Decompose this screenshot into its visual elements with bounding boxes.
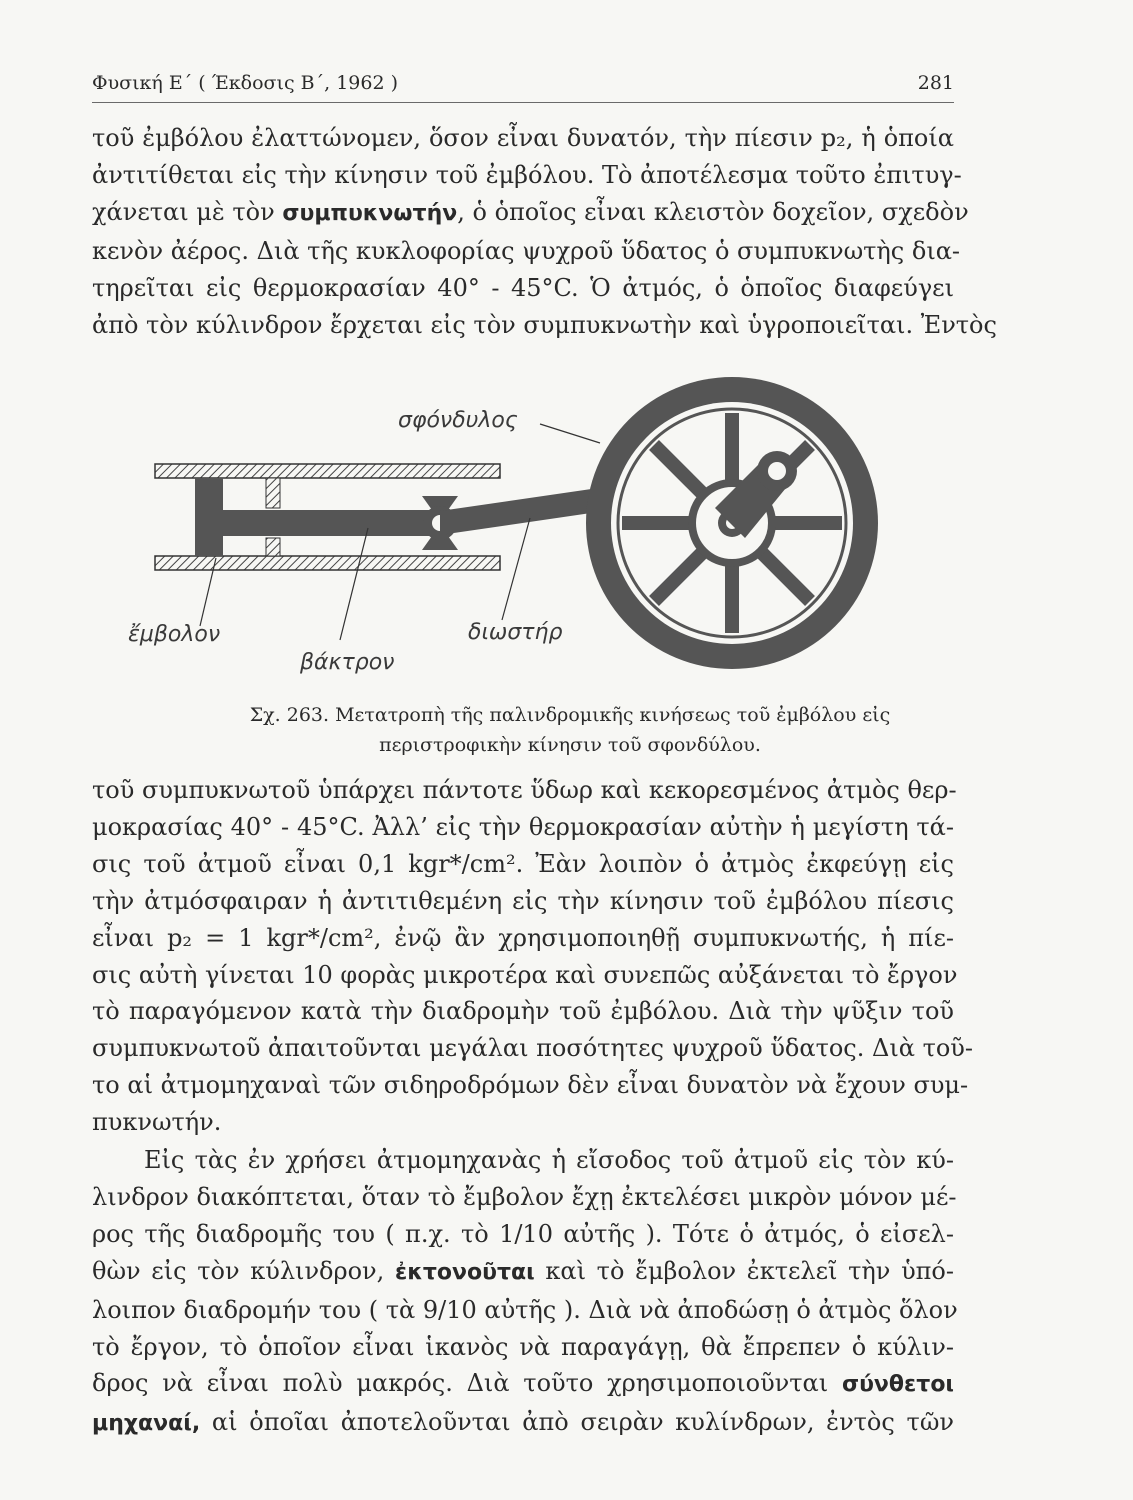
text-line: εἶναι p₂ = 1 kgr*/cm², ἐνῷ ἂν χρησιμοποιηθῇ συμπυκνωτής, ἡ πίε-	[92, 923, 954, 952]
text-line	[92, 1253, 954, 1292]
text-line: συμπυκνωτοῦ ἀπαιτοῦνται μεγάλαι ποσότητες ψυχροῦ ὕδατος. Διὰ τοῦ-	[92, 1034, 974, 1063]
text-span: θὼν εἰς τὸν κύλινδρον,	[92, 1256, 385, 1285]
text-line: τὸ παραγόμενον κατὰ τὴν διαδρομὴν τοῦ ἐμβόλου. Διὰ τὴν ψῦξιν τοῦ	[92, 997, 954, 1026]
text-line: λινδρον διακόπτεται, ὅταν τὸ ἔμβολον ἔχῃ ἐκτελέσει μικρὸν μόνον μέ-	[92, 1182, 957, 1211]
page-number: 281	[917, 72, 954, 94]
text-line: σις τοῦ ἀτμοῦ εἶναι 0,1 kgr*/cm². Ἐὰν λοιπὸν ὁ ἀτμὸς ἐκφεύγῃ εἰς	[92, 849, 954, 878]
figure-caption	[160, 700, 980, 760]
text-line: λοιπον διαδρομήν του ( τὰ 9/10 αὐτῆς ). Διὰ νὰ ἀποδώσῃ ὁ ἀτμὸς ὅλον	[92, 1295, 958, 1324]
bold-term: ἐκτονοῦται	[394, 1259, 535, 1285]
text-line: ἀντιτίθεται εἰς τὴν κίνησιν τοῦ ἐμβόλου. Τὸ ἀποτέλεσμα τοῦτο ἐπιτυγ-	[92, 160, 962, 189]
cylinder-top-wall	[155, 464, 500, 478]
text-line: το αἱ ἀτμομηχαναὶ τῶν σιδηροδρόμων δὲν εἶναι δυνατὸν νὰ ἔχουν συμ-	[92, 1071, 969, 1100]
piston-rod	[223, 510, 433, 536]
text-line: τὴν ἀτμόσφαιραν ἡ ἀντιτιθεμένη εἰς τὴν κίνησιν τοῦ ἐμβόλου πίεσις	[92, 886, 954, 915]
text-span: , ὁ ὁποῖος εἶναι κλειστὸν δοχεῖον, σχεδὸν	[457, 197, 969, 226]
text-line	[92, 1404, 954, 1443]
rod-leader	[340, 528, 368, 640]
steam-engine-diagram	[140, 368, 960, 698]
text-line: ρος τῆς διαδρομῆς του ( π.χ. τὸ 1/10 αὐτῆς ). Τότε ὁ ἀτμός, ὁ εἰσελ-	[92, 1219, 954, 1248]
bold-term: σύνθετοι	[841, 1372, 954, 1398]
text-span: χάνεται μὲ τὸν	[92, 197, 275, 226]
text-line	[92, 194, 969, 233]
text-line: ἀπὸ τὸν κύλινδρον ἔρχεται εἰς τὸν συμπυκνωτὴν καὶ ὑγροποιεῖται. Ἐντὸς	[92, 310, 997, 339]
caption-line: Σχ. 263. Μετατροπὴ τῆς παλινδρομικῆς κινήσεως τοῦ ἐμβόλου εἰς	[249, 704, 891, 726]
steam-engine-figure	[128, 368, 960, 698]
paragraph-1	[92, 120, 997, 343]
text-span: δρος νὰ εἶναι πολὺ μακρός. Διὰ τοῦτο χρησιμοποιοῦνται	[92, 1369, 829, 1398]
label-piston: ἔμβολον	[128, 622, 221, 647]
text-line: πυκνωτήν.	[92, 1108, 222, 1137]
text-line: Εἰς τὰς ἐν χρήσει ἀτμομηχανὰς ἡ εἴσοδος τοῦ ἀτμοῦ εἰς τὸν κύ-	[144, 1146, 954, 1174]
text-span: αἱ ὁποῖαι ἀποτελοῦνται ἀπὸ σειρὰν κυλίνδρων, ἐντὸς τῶν	[211, 1408, 954, 1437]
text-line: σις αὐτὴ γίνεται 10 φορὰς μικροτέρα καὶ συνεπῶς αὐξάνεται τὸ ἔργον	[92, 960, 958, 989]
text-line: μοκρασίας 40° - 45°C. Ἀλλ’ εἰς τὴν θερμοκρασίαν αὐτὴν ἡ μεγίστη τά-	[92, 812, 954, 841]
label-connecting-rod: διωστήρ	[468, 620, 563, 645]
text-line: τοῦ ἐμβόλου ἐλαττώνομεν, ὅσον εἶναι δυνατόν, τὴν πίεσιν p₂, ἡ ὁποία	[92, 124, 954, 152]
flywheel	[586, 377, 878, 669]
text-line: τὸ ἔργον, τὸ ὁποῖον εἶναι ἱκανὸς νὰ παραγάγῃ, θὰ ἔπρεπεν ὁ κύλιν-	[92, 1332, 954, 1361]
connecting-rod-leader	[502, 518, 530, 620]
bold-term: μηχαναί,	[92, 1411, 201, 1437]
paragraph-3	[92, 1142, 958, 1443]
text-line	[92, 1365, 954, 1404]
cylinder-cover-bottom	[266, 538, 280, 556]
cylinder-cover-top	[266, 478, 280, 508]
text-line: τοῦ συμπυκνωτοῦ ὑπάρχει πάντοτε ὕδωρ καὶ κεκορεσμένος ἀτμὸς θερ-	[92, 776, 957, 804]
running-header	[92, 68, 954, 103]
text-line: τηρεῖται εἰς θερμοκρασίαν 40° - 45°C. Ὁ ἀτμός, ὁ ὁποῖος διαφεύγει	[92, 273, 954, 302]
text-span: καὶ τὸ ἔμβολον ἐκτελεῖ τὴν ὑπό-	[545, 1256, 954, 1285]
flywheel-leader	[540, 424, 600, 443]
caption-line: περιστροφικὴν κίνησιν τοῦ σφονδύλου.	[379, 734, 761, 756]
piston	[195, 478, 223, 556]
paragraph-2	[92, 772, 974, 1141]
bold-term: συμπυκνωτήν	[282, 200, 458, 226]
label-flywheel: σφόνδυλος	[398, 408, 518, 433]
text-line: κενὸν ἀέρος. Διὰ τῆς κυκλοφορίας ψυχροῦ ὕδατος ὁ συμπυκνωτὴς δια-	[92, 236, 961, 265]
label-piston-rod: βάκτρον	[300, 650, 395, 675]
book-title: Φυσική Ε΄ ( Έκδοσις Β΄, 1962 )	[92, 72, 399, 94]
cylinder-bottom-wall	[155, 556, 500, 570]
